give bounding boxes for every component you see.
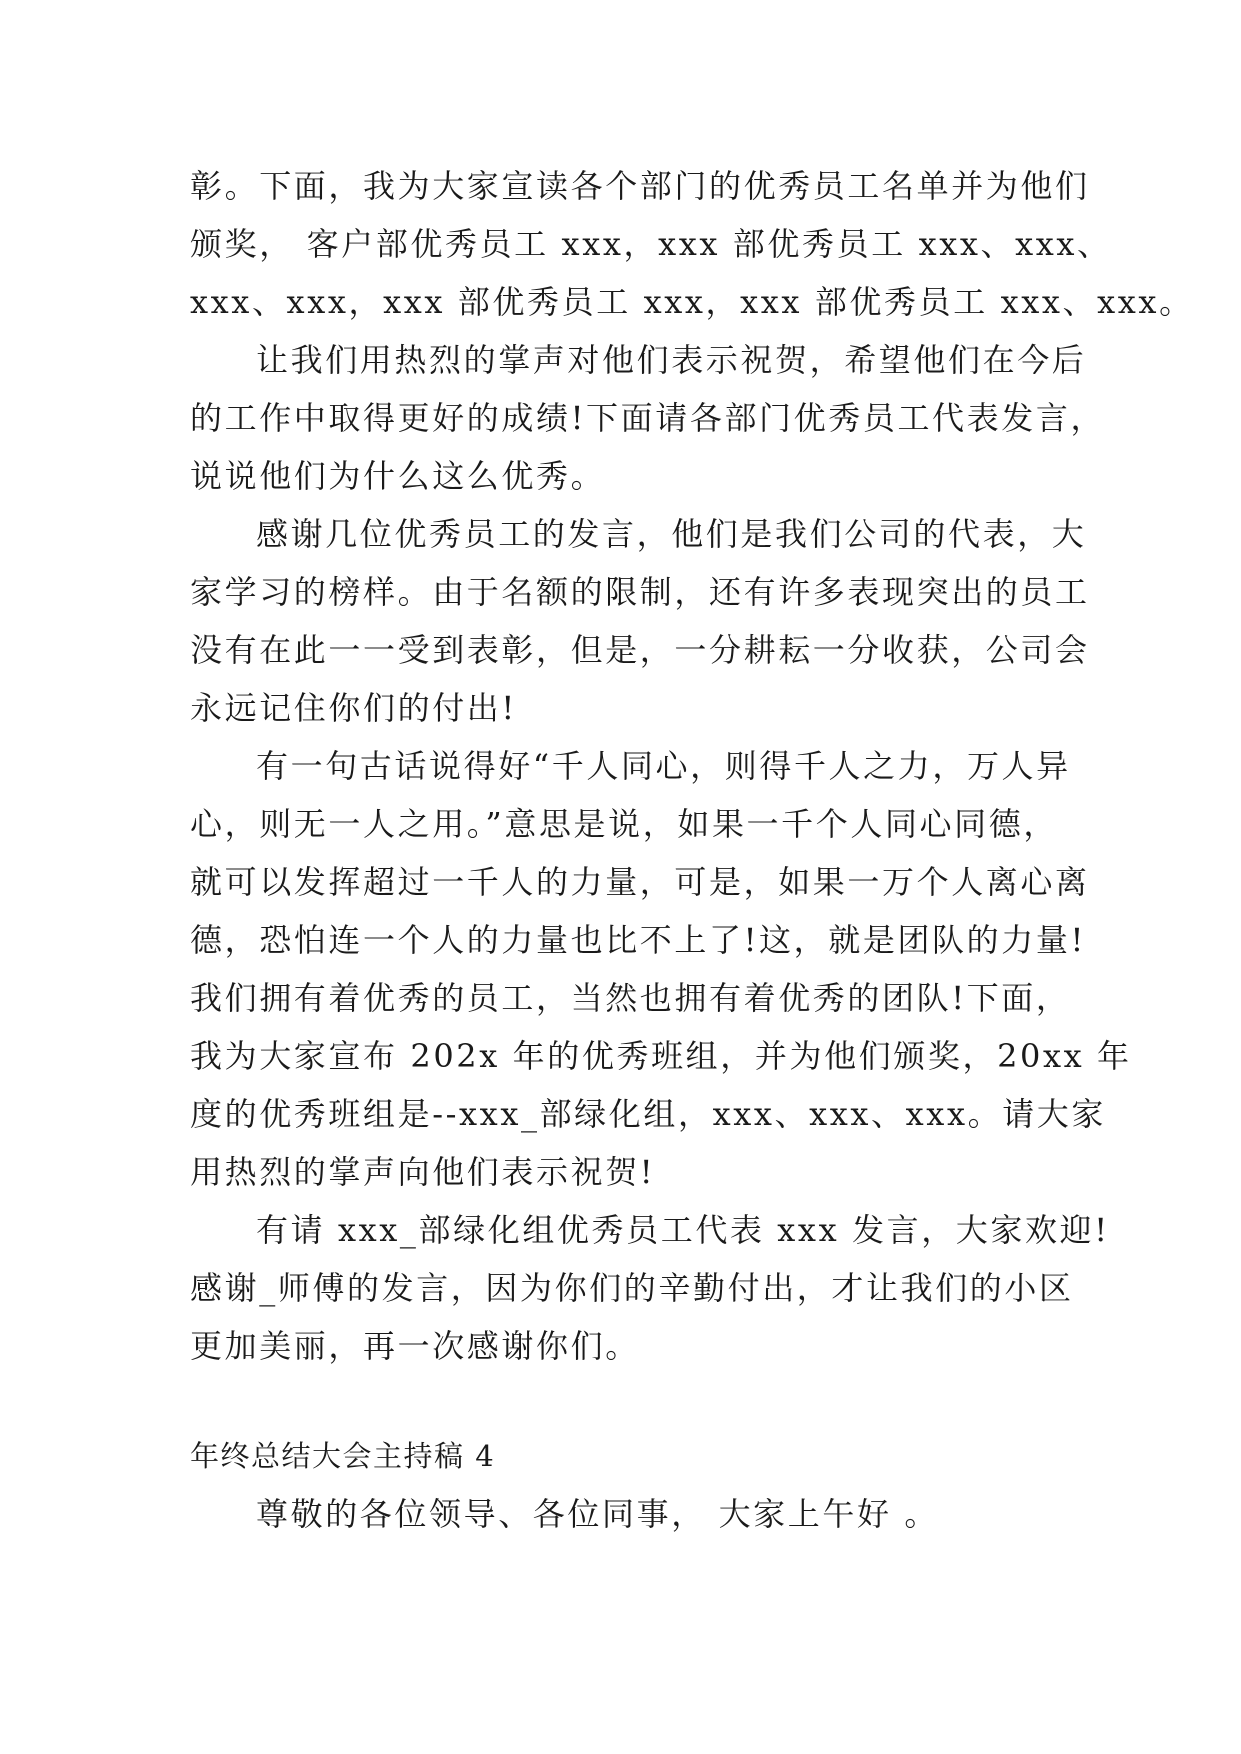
paragraph-start: 有请 xxx_部绿化组优秀员工代表 xxx 发言，大家欢迎! [256, 1211, 1110, 1249]
text-line: 更加美丽，再一次感谢你们。 [190, 1327, 640, 1365]
text-line: 德，恐怕连一个人的力量也比不上了!这，就是团队的力量! [190, 921, 1086, 959]
text-line: 就可以发挥超过一千人的力量，可是，如果一万个人离心离 [190, 863, 1090, 901]
text-line: 度的优秀班组是--xxx_部绿化组，xxx、xxx、xxx。请大家 [190, 1095, 1106, 1133]
text-line: 我们拥有着优秀的员工，当然也拥有着优秀的团队!下面， [190, 979, 1071, 1017]
section-title: 年终总结大会主持稿 4 [190, 1439, 496, 1473]
text-line: 永远记住你们的付出! [190, 689, 517, 727]
text-line: 感谢_师傅的发言，因为你们的辛勤付出，才让我们的小区 [190, 1269, 1074, 1307]
text-line: 我为大家宣布 202x 年的优秀班组，并为他们颁奖，20xx 年 [190, 1037, 1132, 1075]
paragraph-start: 让我们用热烈的掌声对他们表示祝贺，希望他们在今后 [256, 341, 1087, 379]
text-line: 用热烈的掌声向他们表示祝贺! [190, 1153, 656, 1191]
text-line: 心，则无一人之用。”意思是说，如果一千个人同心同德， [190, 805, 1058, 843]
text-line: 的工作中取得更好的成绩!下面请各部门优秀员工代表发言， [190, 399, 1106, 437]
paragraph-start: 有一句古话说得好“千人同心，则得千人之力，万人异 [256, 747, 1071, 785]
text-line: 说说他们为什么这么优秀。 [190, 457, 606, 495]
paragraph-start: 感谢几位优秀员工的发言，他们是我们公司的代表，大 [256, 515, 1087, 553]
text-line: 没有在此一一受到表彰，但是，一分耕耘一分收获，公司会 [190, 631, 1090, 669]
text-line: 颁奖， 客户部优秀员工 xxx，xxx 部优秀员工 xxx、xxx、 [190, 225, 1112, 263]
text-line: 彰。下面，我为大家宣读各个部门的优秀员工名单并为他们 [190, 167, 1090, 205]
text-line: xxx、xxx，xxx 部优秀员工 xxx，xxx 部优秀员工 xxx、xxx。 [190, 283, 1194, 321]
greeting-line: 尊敬的各位领导、各位同事， 大家上午好 。 [256, 1495, 939, 1533]
text-line: 家学习的榜样。由于名额的限制，还有许多表现突出的员工 [190, 573, 1090, 611]
